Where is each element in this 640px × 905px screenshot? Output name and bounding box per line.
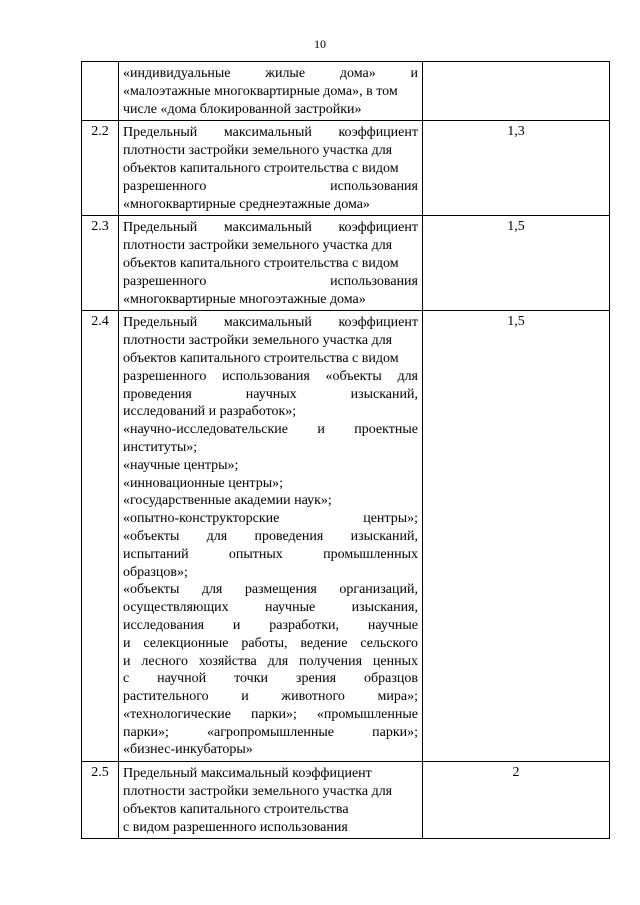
description-line: и лесного хозяйства для получения ценных: [123, 653, 418, 669]
description-line: Предельный максимальный коэффициент: [123, 220, 418, 236]
table-row: [82, 62, 610, 121]
description-line: «опытно-конструкторские центры»;: [123, 511, 418, 527]
row-description: [119, 216, 423, 311]
description-line: Предельный максимальный коэффициент: [123, 125, 418, 141]
row-number: 2.2: [82, 121, 119, 216]
row-value: 2: [423, 762, 610, 839]
description-line: испытаний опытных промышленных: [123, 546, 418, 562]
row-number: 2.4: [82, 311, 119, 762]
row-value: [423, 62, 610, 121]
description-line: парки»; «агропромышленные парки»;: [123, 724, 418, 740]
description-line: «индивидуальные жилые дома» и: [123, 66, 418, 81]
description-line: плотности застройки земельного участка для: [123, 784, 393, 800]
description-line: образцов»;: [123, 564, 188, 580]
description-line: исследований и разработок»;: [123, 404, 297, 420]
row-description: [119, 762, 423, 839]
table-row: [82, 311, 610, 762]
row-value: 1,5: [423, 311, 610, 762]
description-line: числе «дома блокированной застройки»: [123, 101, 362, 117]
description-line: плотности застройки земельного участка для: [123, 333, 393, 349]
description-line: «научно-исследовательские и проектные: [123, 422, 418, 438]
description-line: и селекционные работы, ведение сельского: [123, 635, 418, 651]
row-value: 1,3: [423, 121, 610, 216]
row-description: [119, 62, 423, 121]
table-row: [82, 216, 610, 311]
description-line: «многоквартирные среднеэтажные дома»: [123, 196, 370, 212]
description-line: «многоквартирные многоэтажные дома»: [123, 291, 366, 307]
description-line: плотности застройки земельного участка для: [123, 143, 393, 159]
row-description: [119, 121, 423, 216]
description-line: объектов капитального строительства с видом: [123, 160, 399, 176]
description-line: «государственные академии наук»;: [123, 493, 332, 509]
description-line: проведения научных изысканий,: [123, 386, 418, 402]
description-line: Предельный максимальный коэффициент: [123, 766, 372, 782]
description-line: объектов капитального строительства с видом: [123, 350, 399, 366]
description-line: «технологические парки»; «промышленные: [123, 706, 418, 722]
description-line: разрешенного использования: [123, 178, 418, 194]
description-line: «инновационные центры»;: [123, 475, 283, 491]
description-line: объектов капитального строительства: [123, 801, 349, 817]
description-line: исследования и разработки, научные: [123, 617, 418, 633]
description-line: институты»;: [123, 439, 198, 455]
description-line: осуществляющих научные изыскания,: [123, 600, 418, 616]
description-line: плотности застройки земельного участка для: [123, 238, 393, 254]
description-line: «объекты для проведения изысканий,: [123, 528, 418, 544]
description-line: разрешенного использования: [123, 273, 418, 289]
description-line: с видом разрешенного использования: [123, 819, 348, 835]
description-line: «научные центры»;: [123, 457, 239, 473]
regulations-table: [81, 61, 610, 839]
row-value: 1,5: [423, 216, 610, 311]
description-line: растительного и животного мира»;: [123, 689, 418, 705]
description-line: «малоэтажные многоквартирные дома», в том: [123, 83, 398, 99]
page-number: 10: [314, 37, 326, 51]
row-number: [82, 62, 119, 121]
table-row: [82, 121, 610, 216]
description-line: «объекты для размещения организаций,: [123, 582, 418, 598]
row-description: [119, 311, 423, 762]
table-body: [82, 62, 610, 839]
table-row: [82, 762, 610, 839]
row-number: 2.5: [82, 762, 119, 839]
row-number: 2.3: [82, 216, 119, 311]
description-line: Предельный максимальный коэффициент: [123, 315, 418, 331]
description-line: объектов капитального строительства с видом: [123, 255, 399, 271]
description-line: с научной точки зрения образцов: [123, 671, 418, 687]
description-line: «бизнес-инкубаторы»: [123, 742, 253, 758]
description-line: разрешенного использования «объекты для: [123, 368, 418, 384]
